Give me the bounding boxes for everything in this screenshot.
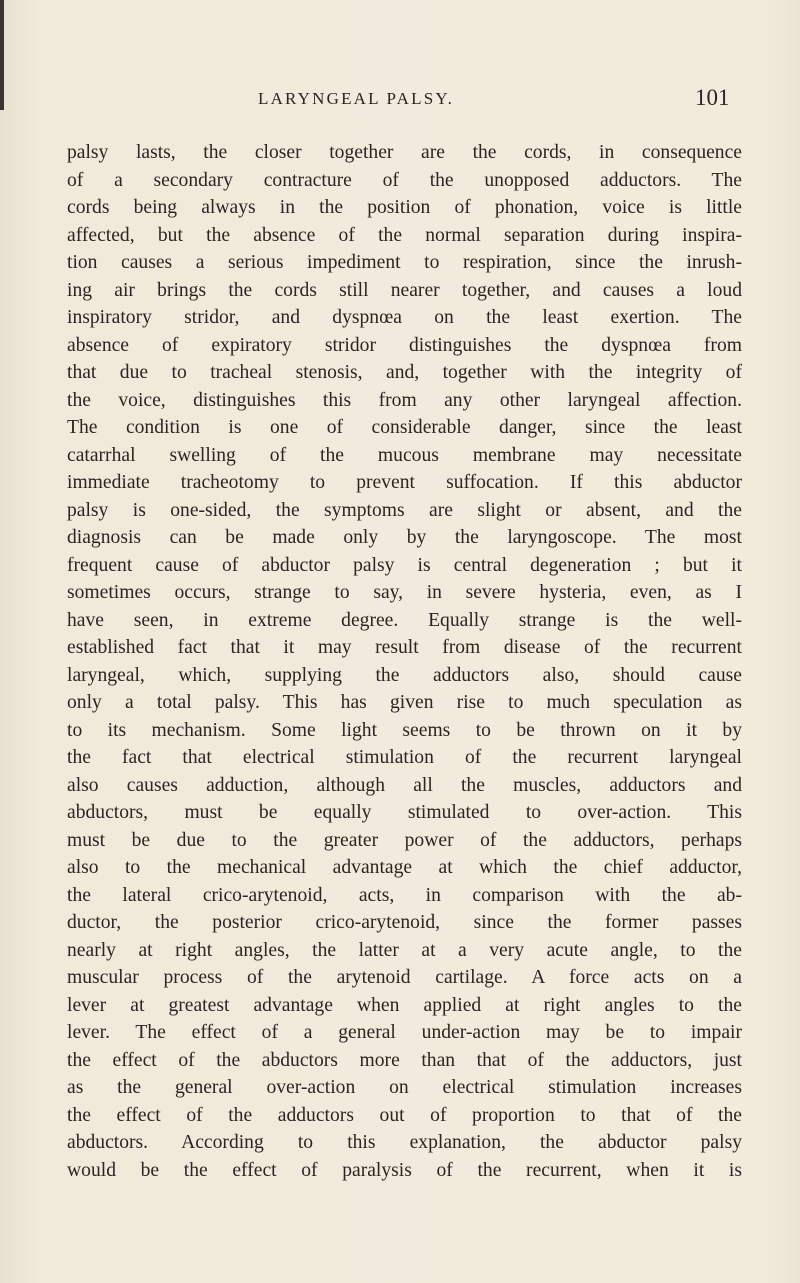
text-line: sometimes occurs, strange to say, in severe hysteria, even, as I xyxy=(67,582,742,603)
text-line: also to the mechanical advantage at which the chief adductor, xyxy=(67,857,742,878)
page-number: 101 xyxy=(695,85,730,110)
text-line: palsy lasts, the closer together are the cords, in consequence xyxy=(67,142,742,163)
text-line: of a secondary contracture of the unopposed adductors. The xyxy=(67,169,742,191)
text-line: abductors, must be equally stimulated to over-action. This xyxy=(67,802,742,823)
text-line: lever. The effect of a general under-action may be to impair xyxy=(67,1022,742,1043)
text-line: absence of expiratory stridor distinguishes the dyspnœa from xyxy=(67,334,742,356)
text-line: laryngeal, which, supplying the adductors also, should cause xyxy=(67,664,742,686)
text-line: established fact that it may result from disease of the recurrent xyxy=(67,637,742,658)
text-line: cords being always in the position of phonation, voice is little xyxy=(67,197,742,218)
text-line: ing air brings the cords still nearer together, and causes a loud xyxy=(67,279,742,301)
text-line: only a total palsy. This has given rise to much speculation as xyxy=(67,692,742,713)
text-line: lever at greatest advantage when applied at right angles to the xyxy=(67,994,742,1016)
body-text xyxy=(67,139,742,1184)
text-line: ductor, the posterior crico-arytenoid, since the former passes xyxy=(67,912,742,933)
text-line: to its mechanism. Some light seems to be thrown on it by xyxy=(67,719,742,741)
text-line: catarrhal swelling of the mucous membrane may necessitate xyxy=(67,444,742,466)
text-line: the effect of the adductors out of proportion to that of the xyxy=(67,1104,742,1126)
text-line: would be the effect of paralysis of the recurrent, when it is xyxy=(67,1159,742,1181)
text-line: tion causes a serious impediment to respiration, since the inrush- xyxy=(67,252,742,273)
text-line: the effect of the abductors more than that of the adductors, just xyxy=(67,1049,742,1071)
text-line: palsy is one-sided, the symptoms are slight or absent, and the xyxy=(67,499,742,521)
page-header xyxy=(0,85,800,115)
text-line: affected, but the absence of the normal separation during inspira- xyxy=(67,224,742,246)
text-line: nearly at right angles, the latter at a very acute angle, to the xyxy=(67,939,742,961)
text-line: as the general over-action on electrical stimulation increases xyxy=(67,1077,742,1098)
text-line: The condition is one of considerable danger, since the least xyxy=(67,417,742,438)
running-head: LARYNGEAL PALSY. xyxy=(258,89,455,108)
text-line: the voice, distinguishes this from any other laryngeal affection. xyxy=(67,389,742,411)
text-line: inspiratory stridor, and dyspnœa on the least exertion. The xyxy=(67,307,742,328)
text-line: frequent cause of abductor palsy is central degeneration ; but it xyxy=(67,554,742,576)
text-line: must be due to the greater power of the adductors, perhaps xyxy=(67,829,742,851)
text-line: the lateral crico-arytenoid, acts, in comparison with the ab- xyxy=(67,884,742,906)
text-line: muscular process of the arytenoid cartilage. A force acts on a xyxy=(67,967,742,988)
text-line: have seen, in extreme degree. Equally strange is the well- xyxy=(67,609,742,631)
text-line: immediate tracheotomy to prevent suffocation. If this abductor xyxy=(67,472,742,493)
text-line: diagnosis can be made only by the laryngoscope. The most xyxy=(67,527,742,548)
text-line: abductors. According to this explanation, the abductor palsy xyxy=(67,1132,742,1153)
text-line: also causes adduction, although all the muscles, adductors and xyxy=(67,774,742,796)
text-line: that due to tracheal stenosis, and, together with the integrity of xyxy=(67,362,742,383)
text-line: the fact that electrical stimulation of the recurrent laryngeal xyxy=(67,747,742,768)
